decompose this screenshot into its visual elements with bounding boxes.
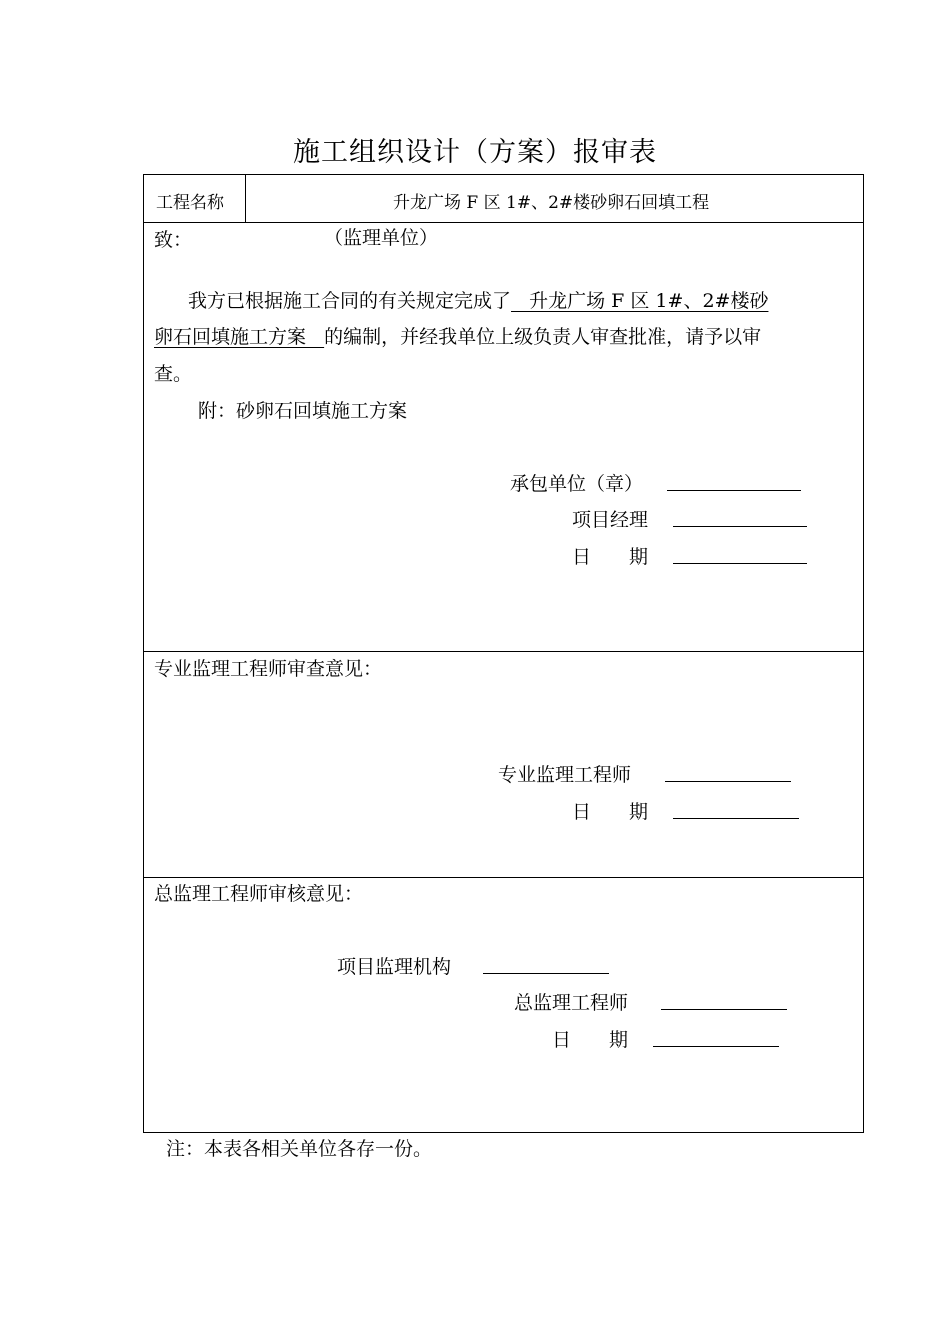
submission-date-label: 日 期	[572, 546, 649, 568]
approval-form-table	[143, 174, 864, 1133]
specialist-date-blank	[673, 818, 799, 819]
pm-label: 项目经理	[572, 509, 649, 531]
specialist-date-label: 日 期	[572, 801, 649, 823]
row-divider-specialist	[144, 877, 863, 878]
form-title: 施工组织设计（方案）报审表	[293, 137, 657, 168]
specialist-engineer-blank	[665, 781, 791, 782]
chief-date-label: 日 期	[552, 1029, 629, 1051]
project-name-value: 升龙广场 F 区 1#、2#楼砂卵石回填工程	[393, 193, 710, 213]
chief-engineer-label: 总监理工程师	[514, 992, 629, 1014]
project-name-label: 工程名称	[156, 193, 224, 213]
body-line-2	[154, 322, 761, 349]
plan-name-part-1: 升龙广场 F 区 1#、2#楼砂	[511, 290, 769, 312]
to-label: 致：	[154, 229, 193, 251]
chief-date-blank	[653, 1046, 779, 1047]
column-divider	[245, 175, 246, 222]
chief-engineer-blank	[661, 1009, 787, 1010]
to-unit: （监理单位）	[324, 227, 439, 249]
row-divider-submission	[144, 651, 863, 652]
contractor-label: 承包单位（章）	[510, 473, 644, 495]
body-suffix: 的编制，并经我单位上级负责人审查批准，请予以审	[324, 326, 762, 348]
contractor-blank	[667, 490, 801, 491]
attachment-line: 附：砂卵石回填施工方案	[198, 400, 408, 422]
pm-blank	[673, 526, 807, 527]
plan-name-part-2: 卵石回填施工方案	[154, 326, 325, 348]
submission-date-blank	[673, 563, 807, 564]
specialist-engineer-label: 专业监理工程师	[498, 764, 632, 786]
footnote: 注：本表各相关单位各存一份。	[166, 1138, 433, 1160]
row-divider-project	[144, 222, 863, 223]
body-line-1	[188, 286, 768, 313]
body-line-3: 查。	[154, 363, 193, 385]
specialist-review-heading: 专业监理工程师审查意见：	[154, 658, 383, 680]
chief-review-heading: 总监理工程师审核意见：	[154, 883, 364, 905]
org-blank	[483, 973, 609, 974]
body-prefix: 我方已根据施工合同的有关规定完成了	[188, 290, 512, 312]
org-label: 项目监理机构	[337, 956, 452, 978]
